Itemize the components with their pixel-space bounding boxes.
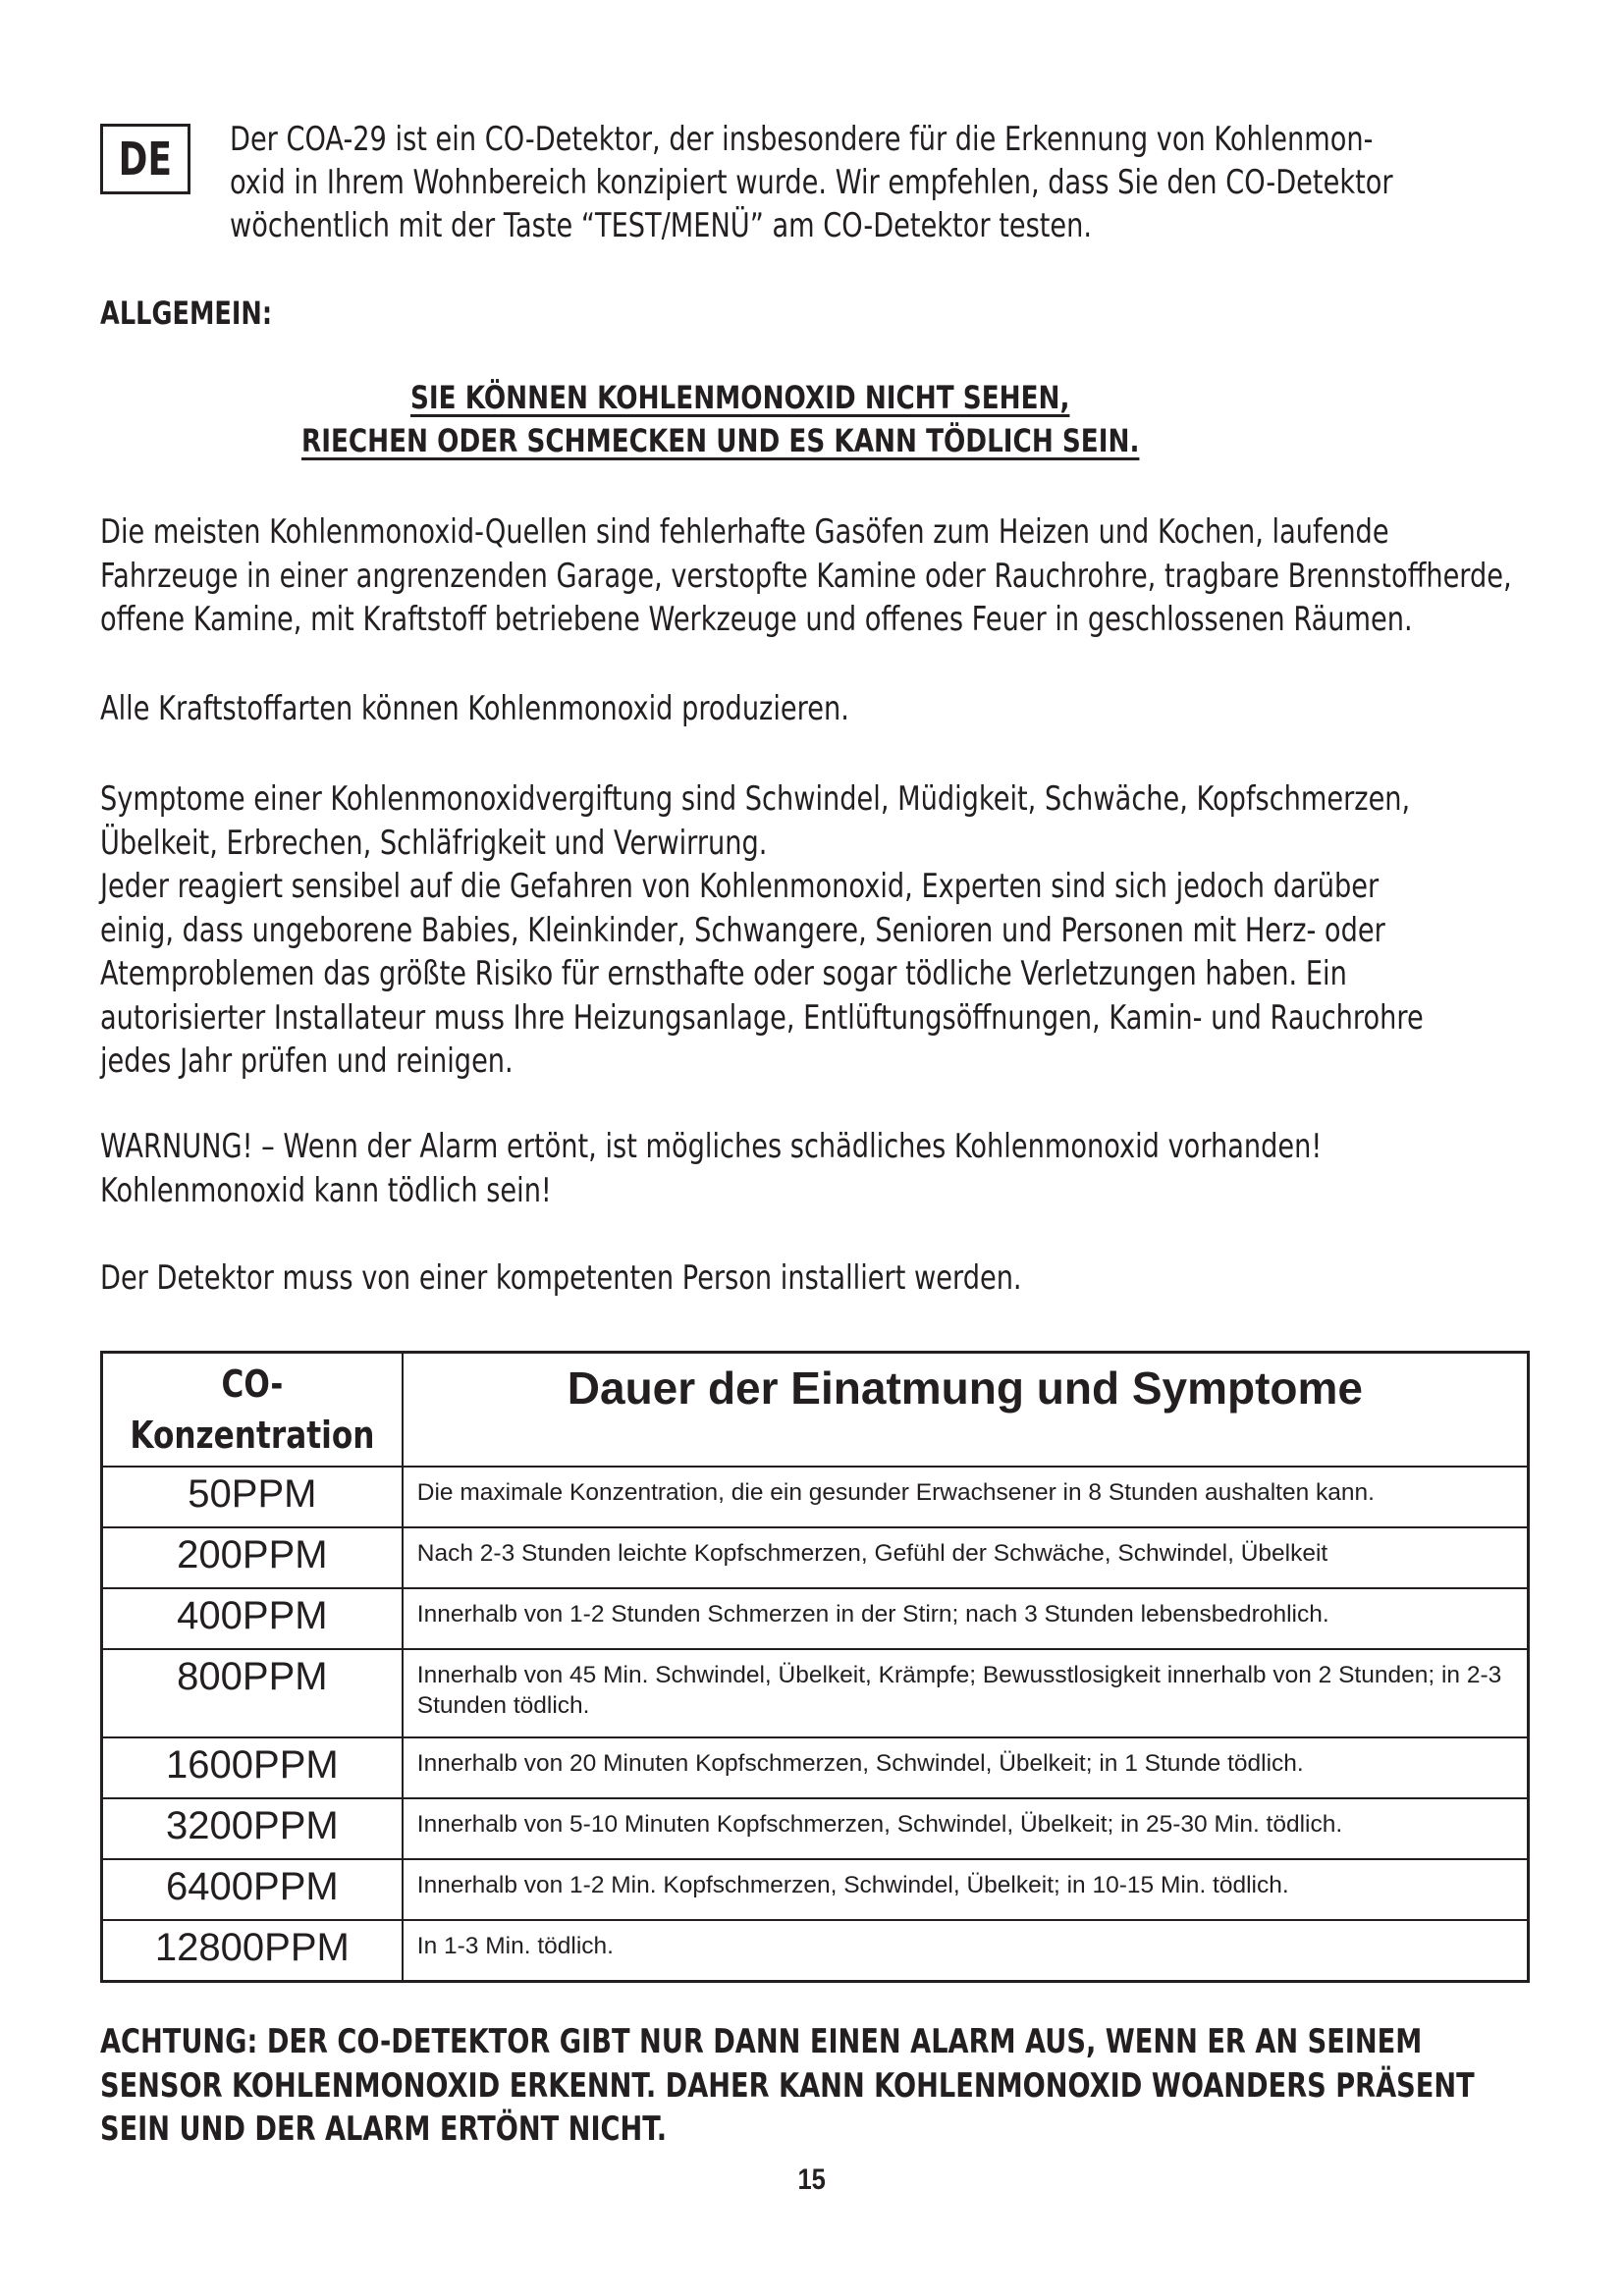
paragraph-line: Symptome einer Kohlenmonoxidvergiftung sind Schwindel, Müdigkeit, Schwäche, Kopfschmerzen, — [100, 779, 1411, 819]
paragraph-line: Alle Kraftstoffarten können Kohlenmonoxid produzieren. — [100, 689, 849, 728]
table-row — [102, 1737, 1529, 1798]
description-cell: Innerhalb von 1-2 Min. Kopfschmerzen, Schwindel, Übelkeit; in 10-15 Min. tödlich. — [403, 1859, 1529, 1920]
paragraph-line: autorisierter Installateur muss Ihre Heizungsanlage, Entlüftungsöffnungen, Kamin- und Rauchrohre — [100, 997, 1424, 1038]
table-row — [102, 1467, 1529, 1527]
header-duration: Dauer der Einatmung und Symptome — [403, 1353, 1529, 1468]
paragraph-line: Jeder reagiert sensibel auf die Gefahren von Kohlenmonoxid, Experten sind sich jedoch darüber — [100, 867, 1380, 906]
install-paragraph — [100, 1256, 1534, 1301]
concentration-cell: 400PPM — [102, 1588, 403, 1649]
caution-line: SEIN UND DER ALARM ERTÖNT NICHT. — [100, 2109, 668, 2149]
page-number-text: 15 — [797, 2163, 827, 2196]
description-cell: Die maximale Konzentration, die ein gesunder Erwachsener in 8 Stunden aushalten kann. — [403, 1467, 1529, 1527]
paragraph-line: Fahrzeuge in einer angrenzenden Garage, verstopfte Kamine oder Rauchrohre, tragbare Brennstoffherde, — [100, 556, 1512, 596]
concentration-cell: 3200PPM — [102, 1798, 403, 1859]
concentration-cell: 1600PPM — [102, 1737, 403, 1798]
fuel-paragraph — [100, 687, 1534, 731]
language-badge — [100, 124, 190, 194]
warning-title-line-2 — [0, 422, 1624, 459]
description-cell: In 1-3 Min. tödlich. — [403, 1920, 1529, 1981]
warning-title-line-1 — [0, 379, 1624, 416]
description-cell: Innerhalb von 1-2 Stunden Schmerzen in der Stirn; nach 3 Stunden lebensbedrohlich. — [403, 1588, 1529, 1649]
paragraph-line: Die meisten Kohlenmonoxid-Quellen sind fehlerhafte Gasöfen zum Heizen und Kochen, laufende — [100, 512, 1389, 552]
language-badge-label: DE — [118, 133, 173, 186]
paragraph-line: einig, dass ungeborene Babies, Kleinkinder, Schwangere, Senioren und Personen mit Herz- oder — [100, 910, 1385, 950]
table-row — [102, 1588, 1529, 1649]
intro-line: Der COA-29 ist ein CO-Detektor, der insbesondere für die Erkennung von Kohlenmon- — [230, 120, 1374, 159]
intro-line: wöchentlich mit der Taste “TEST/MENÜ” am CO-Detektor testen. — [230, 206, 1093, 245]
warning-title-text: SIE KÖNNEN KOHLENMONOXID NICHT SEHEN, — [409, 379, 1070, 416]
concentration-cell: 50PPM — [102, 1467, 403, 1527]
table-row — [102, 1527, 1529, 1588]
paragraph-line: WARNUNG! – Wenn der Alarm ertönt, ist mögliches schädliches Kohlenmonoxid vorhanden! — [100, 1127, 1323, 1166]
description-cell: Innerhalb von 5-10 Minuten Kopfschmerzen, Schwindel, Übelkeit; in 25-30 Min. tödlich. — [403, 1798, 1529, 1859]
paragraph-line: Kohlenmonoxid kann tödlich sein! — [100, 1170, 552, 1210]
table-row — [102, 1920, 1529, 1981]
header-concentration — [102, 1353, 403, 1468]
table-row — [102, 1649, 1529, 1737]
header-concentration-line: Konzentration — [130, 1414, 375, 1457]
co-concentration-table — [100, 1351, 1530, 1983]
caution-line: ACHTUNG: DER CO-DETEKTOR GIBT NUR DANN EINEN ALARM AUS, WENN ER AN SEINEM — [100, 2022, 1423, 2061]
intro-paragraph — [230, 118, 1545, 247]
page-number — [0, 2163, 1624, 2197]
paragraph-line: jedes Jahr prüfen und reinigen. — [100, 1041, 514, 1081]
general-heading: ALLGEMEIN: — [100, 294, 273, 332]
paragraph-line: Der Detektor muss von einer kompetenten Person installiert werden. — [100, 1258, 1022, 1298]
table-row — [102, 1798, 1529, 1859]
symptoms-paragraph — [100, 777, 1534, 1084]
intro-line: oxid in Ihrem Wohnbereich konzipiert wurde. Wir empfehlen, dass Sie den CO-Detektor — [230, 163, 1393, 202]
concentration-cell: 6400PPM — [102, 1859, 403, 1920]
caution-line: SENSOR KOHLENMONOXID ERKENNT. DAHER KANN KOHLENMONOXID WOANDERS PRÄSENT — [100, 2065, 1475, 2106]
concentration-cell: 800PPM — [102, 1649, 403, 1737]
sources-paragraph — [100, 510, 1534, 642]
table-row — [102, 1859, 1529, 1920]
paragraph-line: offene Kamine, mit Kraftstoff betriebene Werkzeuge und offenes Feuer in geschlossenen Räumen. — [100, 600, 1413, 639]
header-concentration-line: CO- — [221, 1362, 284, 1406]
description-cell: Innerhalb von 20 Minuten Kopfschmerzen, Schwindel, Übelkeit; in 1 Stunde tödlich. — [403, 1737, 1529, 1798]
description-cell: Nach 2-3 Stunden leichte Kopfschmerzen, Gefühl der Schwäche, Schwindel, Übelkeit — [403, 1527, 1529, 1588]
paragraph-line: Atemproblemen das größte Risiko für ernsthafte oder sogar tödliche Verletzungen haben. Ein — [100, 954, 1347, 993]
warning-title-text: RIECHEN ODER SCHMECKEN UND ES KANN TÖDLICH SEIN. — [300, 422, 1140, 459]
concentration-cell: 200PPM — [102, 1527, 403, 1588]
alarm-warning-paragraph — [100, 1125, 1534, 1212]
paragraph-line: Übelkeit, Erbrechen, Schläfrigkeit und Verwirrung. — [100, 823, 768, 863]
concentration-cell: 12800PPM — [102, 1920, 403, 1981]
description-cell: Innerhalb von 45 Min. Schwindel, Übelkeit, Krämpfe; Bewusstlosigkeit innerhalb von 2 Stunden; in 2-3 Stunden tödlich. — [403, 1649, 1529, 1737]
caution-paragraph — [100, 2020, 1543, 2152]
